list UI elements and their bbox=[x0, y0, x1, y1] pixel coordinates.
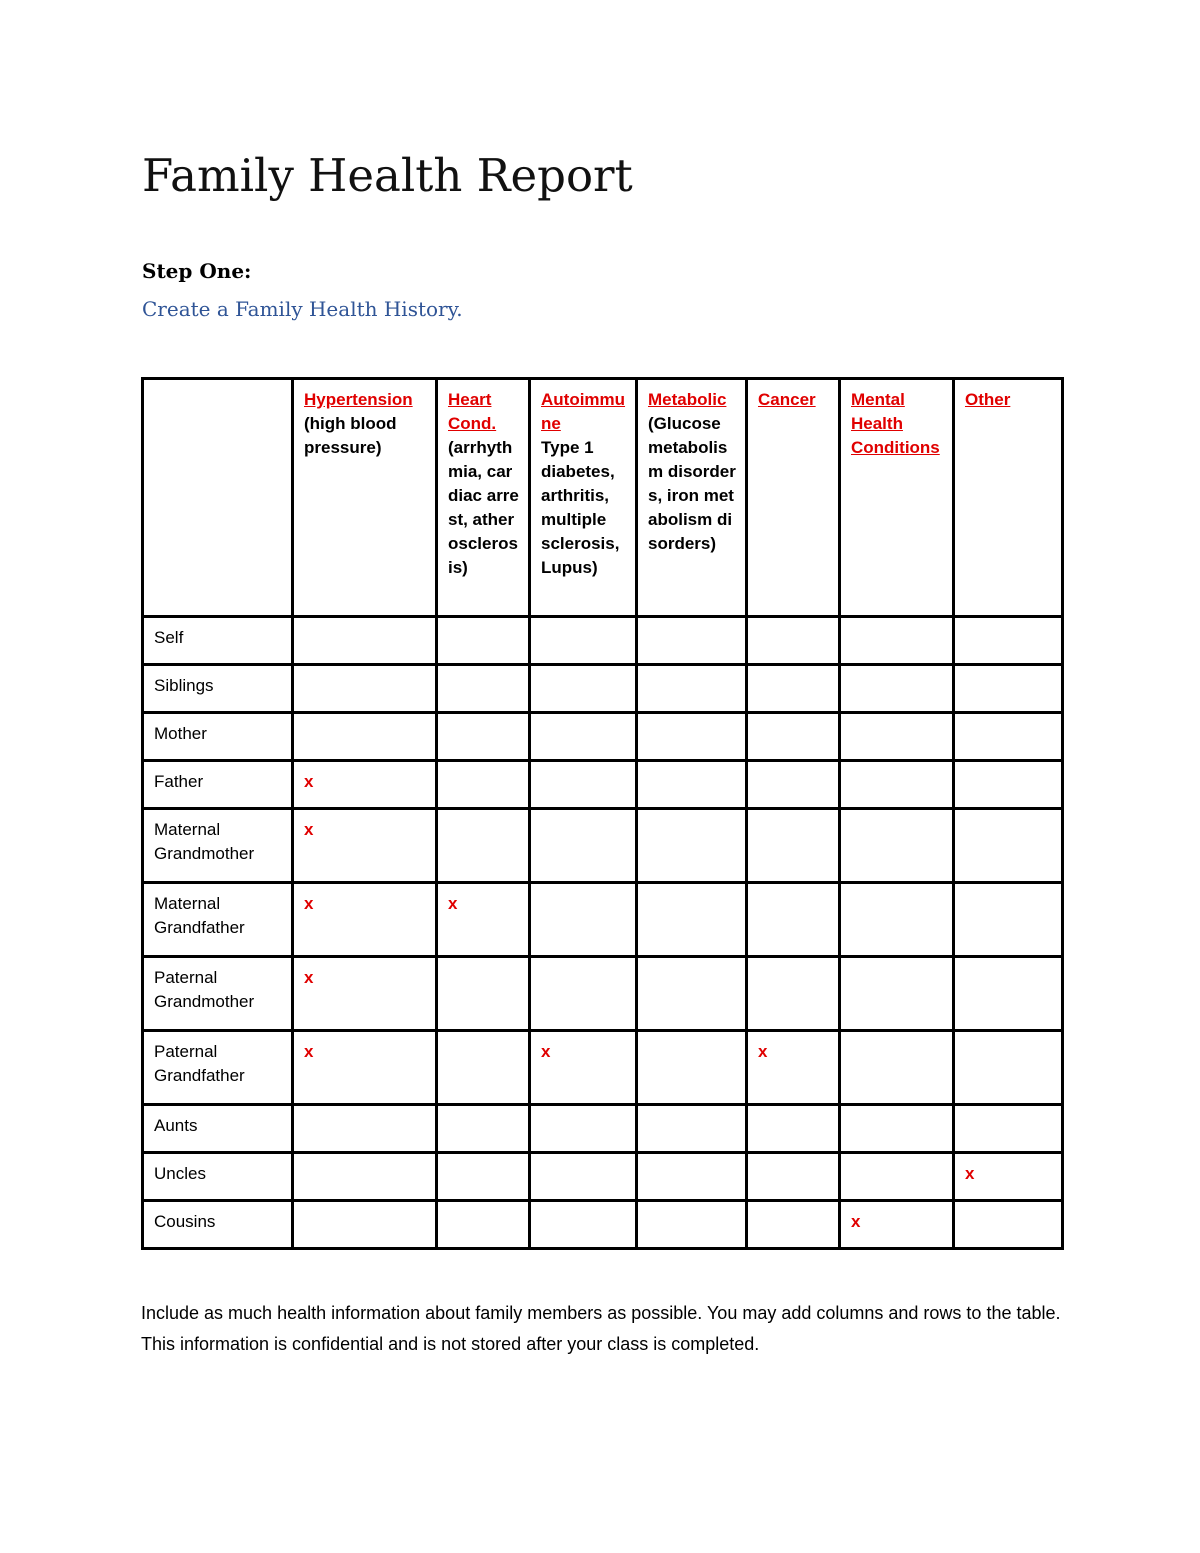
condition-cell[interactable] bbox=[437, 883, 530, 957]
condition-cell[interactable] bbox=[954, 617, 1063, 665]
condition-cell[interactable] bbox=[637, 1105, 747, 1153]
condition-cell[interactable] bbox=[530, 1201, 637, 1249]
condition-cell[interactable] bbox=[530, 665, 637, 713]
column-header bbox=[954, 379, 1063, 617]
table-row bbox=[143, 1105, 1063, 1153]
step-label: Step One: bbox=[142, 259, 252, 283]
family-member-label: Siblings bbox=[143, 665, 293, 713]
column-name: Hypertension bbox=[304, 390, 413, 409]
condition-cell[interactable] bbox=[954, 1105, 1063, 1153]
condition-cell[interactable] bbox=[437, 1105, 530, 1153]
table-body bbox=[143, 617, 1063, 1249]
condition-cell[interactable] bbox=[840, 883, 954, 957]
condition-cell[interactable] bbox=[747, 957, 840, 1031]
condition-mark: x bbox=[304, 894, 314, 913]
family-health-table bbox=[141, 377, 1064, 1250]
table-row bbox=[143, 761, 1063, 809]
condition-cell[interactable] bbox=[293, 617, 437, 665]
column-name: Heart Cond. bbox=[448, 390, 497, 433]
condition-cell[interactable] bbox=[637, 761, 747, 809]
condition-cell[interactable] bbox=[437, 957, 530, 1031]
condition-cell[interactable] bbox=[954, 1153, 1063, 1201]
column-name: Autoimmune bbox=[541, 390, 626, 433]
condition-cell[interactable] bbox=[840, 1105, 954, 1153]
column-header bbox=[437, 379, 530, 617]
condition-cell[interactable] bbox=[637, 617, 747, 665]
condition-cell[interactable] bbox=[437, 1201, 530, 1249]
condition-cell[interactable] bbox=[293, 809, 437, 883]
column-name: Mental Health Conditions bbox=[851, 390, 940, 457]
condition-cell[interactable] bbox=[437, 761, 530, 809]
condition-mark: x bbox=[758, 1042, 768, 1061]
condition-mark: x bbox=[304, 772, 314, 791]
condition-cell[interactable] bbox=[747, 1105, 840, 1153]
column-description: (high blood pressure) bbox=[304, 414, 397, 457]
condition-cell[interactable] bbox=[840, 1153, 954, 1201]
condition-cell[interactable] bbox=[954, 761, 1063, 809]
condition-cell[interactable] bbox=[437, 809, 530, 883]
condition-cell[interactable] bbox=[954, 713, 1063, 761]
condition-cell[interactable] bbox=[293, 957, 437, 1031]
condition-cell[interactable] bbox=[840, 809, 954, 883]
condition-cell[interactable] bbox=[530, 957, 637, 1031]
condition-cell[interactable] bbox=[637, 883, 747, 957]
condition-cell[interactable] bbox=[637, 957, 747, 1031]
family-member-label: Father bbox=[143, 761, 293, 809]
column-header bbox=[840, 379, 954, 617]
condition-mark: x bbox=[304, 1042, 314, 1061]
condition-mark: x bbox=[965, 1164, 975, 1183]
condition-cell[interactable] bbox=[747, 883, 840, 957]
condition-mark: x bbox=[304, 820, 314, 839]
family-member-label: Maternal Grandmother bbox=[143, 809, 293, 883]
table-row bbox=[143, 713, 1063, 761]
condition-cell[interactable] bbox=[437, 617, 530, 665]
condition-cell[interactable] bbox=[437, 713, 530, 761]
condition-cell[interactable] bbox=[840, 713, 954, 761]
condition-cell[interactable] bbox=[437, 665, 530, 713]
condition-cell[interactable] bbox=[840, 665, 954, 713]
table-row bbox=[143, 665, 1063, 713]
condition-cell[interactable] bbox=[840, 1201, 954, 1249]
condition-mark: x bbox=[851, 1212, 861, 1231]
condition-cell[interactable] bbox=[293, 1201, 437, 1249]
condition-cell[interactable] bbox=[954, 809, 1063, 883]
condition-cell[interactable] bbox=[530, 1153, 637, 1201]
column-name: Other bbox=[965, 390, 1011, 409]
condition-cell[interactable] bbox=[747, 809, 840, 883]
page-title: Family Health Report bbox=[142, 149, 633, 202]
condition-cell[interactable] bbox=[530, 883, 637, 957]
column-description: Type 1 diabetes, arthritis, multiple sclerosis, Lupus) bbox=[541, 438, 620, 577]
condition-cell[interactable] bbox=[293, 883, 437, 957]
condition-cell[interactable] bbox=[530, 761, 637, 809]
family-member-label: Cousins bbox=[143, 1201, 293, 1249]
condition-cell[interactable] bbox=[954, 957, 1063, 1031]
condition-cell[interactable] bbox=[840, 617, 954, 665]
condition-cell[interactable] bbox=[293, 713, 437, 761]
condition-cell[interactable] bbox=[530, 809, 637, 883]
condition-mark: x bbox=[448, 894, 458, 913]
column-header bbox=[293, 379, 437, 617]
condition-cell[interactable] bbox=[747, 1031, 840, 1105]
condition-mark: x bbox=[541, 1042, 551, 1061]
condition-cell[interactable] bbox=[954, 883, 1063, 957]
condition-cell[interactable] bbox=[530, 617, 637, 665]
footer-note: Include as much health information about family members as possible. You may add columns and rows to the table. This information is confidential and is not stored after your class is completed. bbox=[141, 1303, 1061, 1354]
family-member-label: Maternal Grandfather bbox=[143, 883, 293, 957]
condition-cell[interactable] bbox=[637, 713, 747, 761]
column-header bbox=[530, 379, 637, 617]
condition-cell[interactable] bbox=[747, 713, 840, 761]
condition-cell[interactable] bbox=[954, 1201, 1063, 1249]
condition-cell[interactable] bbox=[293, 761, 437, 809]
family-member-label: Self bbox=[143, 617, 293, 665]
condition-cell[interactable] bbox=[637, 809, 747, 883]
condition-cell[interactable] bbox=[637, 1031, 747, 1105]
column-description: (arrhythmia, cardiac arrest, atherosclerosis) bbox=[448, 438, 519, 577]
condition-cell[interactable] bbox=[530, 713, 637, 761]
condition-cell[interactable] bbox=[637, 665, 747, 713]
condition-mark: x bbox=[304, 968, 314, 987]
condition-cell[interactable] bbox=[637, 1201, 747, 1249]
column-description: (Glucose metabolism disorders, iron metabolism disorders) bbox=[648, 414, 736, 553]
condition-cell[interactable] bbox=[293, 665, 437, 713]
condition-cell[interactable] bbox=[747, 1153, 840, 1201]
step-description: Create a Family Health History. bbox=[142, 297, 463, 321]
condition-cell[interactable] bbox=[747, 1201, 840, 1249]
family-member-label: Paternal Grandfather bbox=[143, 1031, 293, 1105]
table-row bbox=[143, 809, 1063, 883]
family-member-label: Aunts bbox=[143, 1105, 293, 1153]
condition-cell[interactable] bbox=[293, 1105, 437, 1153]
condition-cell[interactable] bbox=[840, 1031, 954, 1105]
condition-cell[interactable] bbox=[840, 957, 954, 1031]
table-row bbox=[143, 883, 1063, 957]
table-row bbox=[143, 617, 1063, 665]
condition-cell[interactable] bbox=[954, 1031, 1063, 1105]
condition-cell[interactable] bbox=[530, 1105, 637, 1153]
condition-cell[interactable] bbox=[954, 665, 1063, 713]
corner-cell bbox=[143, 379, 293, 617]
condition-cell[interactable] bbox=[437, 1031, 530, 1105]
condition-cell[interactable] bbox=[840, 761, 954, 809]
family-member-label: Mother bbox=[143, 713, 293, 761]
family-member-label: Uncles bbox=[143, 1153, 293, 1201]
condition-cell[interactable] bbox=[747, 665, 840, 713]
condition-cell[interactable] bbox=[530, 1031, 637, 1105]
condition-cell[interactable] bbox=[437, 1153, 530, 1201]
condition-cell[interactable] bbox=[747, 617, 840, 665]
column-name: Cancer bbox=[758, 390, 816, 409]
condition-cell[interactable] bbox=[637, 1153, 747, 1201]
family-member-label: Paternal Grandmother bbox=[143, 957, 293, 1031]
table-row bbox=[143, 1201, 1063, 1249]
condition-cell[interactable] bbox=[293, 1031, 437, 1105]
header-row bbox=[143, 379, 1063, 617]
column-name: Metabolic bbox=[648, 390, 727, 409]
column-header bbox=[637, 379, 747, 617]
table-row bbox=[143, 957, 1063, 1031]
condition-cell[interactable] bbox=[747, 761, 840, 809]
condition-cell[interactable] bbox=[293, 1153, 437, 1201]
column-header bbox=[747, 379, 840, 617]
table-row bbox=[143, 1153, 1063, 1201]
table-row bbox=[143, 1031, 1063, 1105]
